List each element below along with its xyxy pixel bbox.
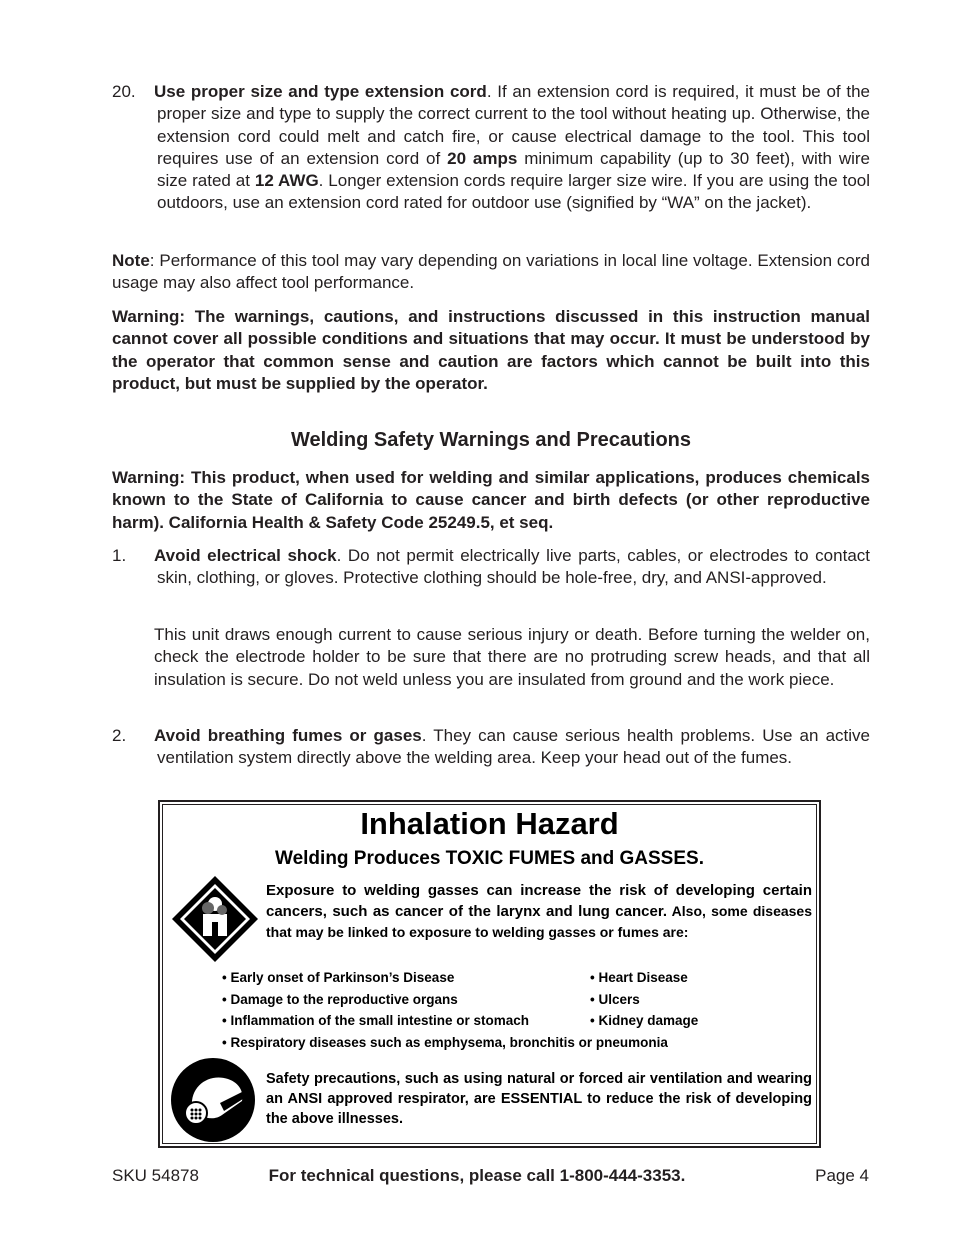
- list-item: • Heart Disease: [590, 967, 698, 989]
- item-1-paragraph: This unit draws enough current to cause serious injury or death. Before turning the welder on, check the electrode holder to be sure that there are no protruding screw heads, and that all insulation is secure. Do not weld unless you are insulated from ground and the work piece.: [154, 625, 870, 689]
- hazard-exposure-text: Exposure to welding gasses can increase the risk of developing certain cancers, such as cancer of the larynx and lung cancer. Also, some diseases that may be linked to exposure to welding gasses or fumes are:: [266, 882, 812, 940]
- disease-list-left: [222, 967, 529, 1032]
- hazard-title: Inhalation Hazard: [360, 806, 619, 841]
- warning-paragraph: Warning: The warnings, cautions, and instructions discussed in this instruction manual cannot cover all possible conditions and situations that may occur. It must be understood by the operator that common sense and caution are factors which cannot be built into this product, but must be supplied by the operator.: [112, 307, 870, 393]
- item-2: 2. Avoid breathing fumes or gases. They can cause serious health problems. Use an active ventilation system directly above the welding area. Keep your head out of the fumes.: [112, 726, 870, 768]
- section-heading: Welding Safety Warnings and Precautions: [290, 429, 692, 451]
- list-item: • Kidney damage: [590, 1010, 698, 1032]
- item-number: 20.: [112, 82, 136, 101]
- item-lead: Avoid breathing fumes or gases: [154, 726, 422, 745]
- disease-list-right: [590, 967, 698, 1032]
- item-20: 20. Use proper size and type extension cord. If an extension cord is required, it must be of the proper size and type to supply the correct current to the tool without heating up. Otherwise, the extension cord could melt and catch fire, or cause electrical damage to the tool. This tool requires use of an extension cord of 20 amps minimum capability (up to 30 feet), with wire size rated at 12 AWG. Longer extension cords require larger size wire. If you are using the tool outdoors, use an extension cord rated for outdoor use (signified by “WA” on the jacket).: [112, 82, 871, 213]
- item-number: 2.: [112, 726, 127, 745]
- item-lead: Avoid electrical shock: [154, 546, 337, 565]
- footer-help-line: For technical questions, please call 1-800-444-3353.: [268, 1166, 686, 1185]
- item-number: 1.: [112, 546, 127, 565]
- item-1: 1. Avoid electrical shock. Do not permit electrically live parts, cables, or electrodes to contact skin, clothing, or gloves. Protective clothing should be hole-free, dry, and ANSI-approved.: [112, 546, 870, 588]
- footer-sku: SKU 54878: [112, 1166, 199, 1185]
- footer-page-number: Page 4: [815, 1166, 869, 1185]
- list-item: • Respiratory diseases such as emphysema, bronchitis or pneumonia: [222, 1032, 668, 1054]
- list-item: • Inflammation of the small intestine or stomach: [222, 1010, 529, 1032]
- hazard-safety-text: Safety precautions, such as using natural or forced air ventilation and wearing an ANSI approved respirator, are ESSENTIAL to reduce the risk of developing the above illnesses.: [266, 1071, 812, 1127]
- list-item: • Ulcers: [590, 989, 698, 1011]
- hazard-subtitle: Welding Produces TOXIC FUMES and GASSES.: [275, 848, 704, 869]
- note-paragraph: Note: Performance of this tool may vary depending on variations in local line voltage. Extension cord usage may also affect tool performance.: [112, 251, 870, 293]
- list-item: • Early onset of Parkinson’s Disease: [222, 967, 529, 989]
- inhalation-hazard-label: [158, 800, 821, 1148]
- list-item: • Damage to the reproductive organs: [222, 989, 529, 1011]
- california-warning: Warning: This product, when used for welding and similar applications, produces chemicals known to the State of California to cause cancer and birth defects (or other reproductive harm). California Health & Safety Code 25249.5, et seq.: [112, 468, 870, 532]
- disease-list-wide: [222, 1032, 668, 1054]
- respirator-icon: [170, 1057, 256, 1143]
- health-hazard-icon: [170, 874, 260, 964]
- item-lead: Use proper size and type extension cord: [154, 82, 487, 101]
